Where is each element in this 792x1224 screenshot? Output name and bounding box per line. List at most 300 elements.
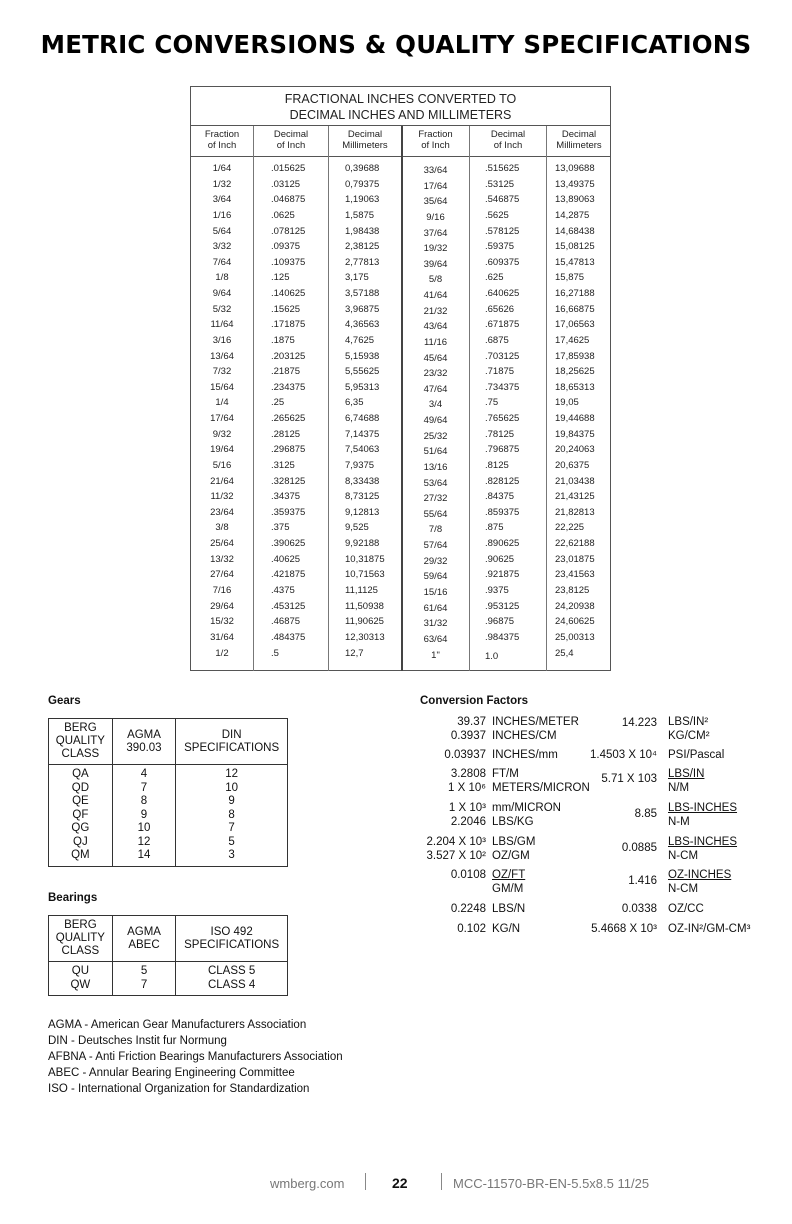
table-cell: 18,65313 [555,381,595,393]
table-cell: 7/16 [212,585,232,596]
table-cell: .171875 [271,319,306,331]
column-header-line: Decimal [490,129,526,140]
factor-unit: INCHES/mm [492,749,558,761]
table-cell: 8 [140,795,148,807]
table-cell: .046875 [271,194,306,206]
table-cell: 5 [140,965,148,977]
conversion-value [404,715,486,743]
table-cell: QG [71,822,90,834]
table-cell: 61/64 [423,602,448,614]
table-cell: 7 [140,781,148,794]
header-line: BERG [64,919,97,931]
table-cell: 11,1125 [345,585,378,596]
column-header-line: Millimeters [556,140,602,151]
table-cell: 9 [228,795,235,807]
table-cell: .8125 [485,459,509,471]
table-cell: .796875 [485,444,520,456]
header-line: CLASS [61,945,100,957]
conversion-value: 14.223 [621,717,657,729]
table-cell: .3125 [271,459,295,471]
header-line: ABEC [128,938,160,951]
table-cell: .078125 [271,225,306,237]
table-cell: 24,60625 [555,616,595,628]
table-cell: QU [71,965,89,977]
table-cell: 15,08125 [555,241,595,253]
table-cell: .453125 [271,600,306,612]
legend-item: ISO - International Organization for Standardization [48,1083,310,1095]
table-cell: .40625 [271,553,301,565]
table-cell: .75 [485,397,499,409]
table-cell: 7/64 [212,256,232,268]
table-body-cell [49,765,113,867]
table-header-cell [176,719,288,765]
conversion-value: 1.416 [628,875,657,887]
table-cell: 10 [225,781,239,794]
footer-separator [441,1173,442,1190]
table-cell: .609375 [485,256,520,268]
table-cell: 1/32 [212,178,232,190]
table-cell: .484375 [271,631,306,643]
column-header-line: Millimeters [342,140,388,151]
column-divider [546,126,547,671]
table-cell: .953125 [485,600,520,612]
table-cell: 17,4625 [555,334,590,346]
bearings-table [48,915,288,996]
conversion-unit [668,715,710,743]
table-cell: 49/64 [423,415,448,427]
table-cell: .125 [271,272,290,284]
table-cell: 7 [228,822,235,834]
table-cell: .859375 [485,506,520,518]
column-header-line: Decimal [347,129,383,140]
conversion-value: 8.85 [634,808,657,820]
header-line: AGMA [127,925,161,938]
factor-unit: INCHES/METER [492,716,579,728]
table-cell: .71875 [485,366,515,378]
table-cell: 25,00313 [555,631,595,643]
table-cell: .5625 [485,209,509,221]
conversion-value [404,902,486,916]
table-cell: .140625 [271,288,306,300]
table-cell: 5/16 [212,459,232,471]
header-line: DIN [221,728,242,741]
table-cell: 47/64 [423,383,448,395]
table-cell: .09375 [271,241,301,253]
factor-unit: N-CM [668,883,699,895]
conversion-value [404,767,486,795]
factor-unit: mm/MICRON [492,802,561,814]
table-cell: 10,71563 [345,569,385,581]
table-cell: CLASS 4 [207,978,256,991]
table-cell: 7,9375 [345,459,375,471]
column-header [470,129,546,151]
column-header [329,129,401,151]
column-header-line: Fraction [418,129,453,140]
table-cell: 43/64 [423,321,448,333]
table-cell: 2,38125 [345,241,380,253]
table-cell: 8,73125 [345,491,380,503]
table-cell: .5 [271,647,279,659]
table-cell: 3/64 [212,194,232,206]
conversion-value [404,801,486,829]
column-header [254,129,328,151]
factor-unit: INCHES/CM [492,730,557,742]
table-cell: 9/16 [426,211,445,223]
table-cell: 41/64 [423,290,448,302]
table-cell: .578125 [485,225,520,237]
factor-unit: PSI/Pascal [668,749,725,761]
table-cell: .46875 [271,616,301,628]
table-cell: .328125 [271,475,306,487]
header-line: SPECIFICATIONS [184,938,280,951]
table-body-row [49,765,288,867]
table-body-row [49,962,288,996]
table-cell: .21875 [271,366,301,378]
factor-value: 1 X 10⁶ [448,782,486,794]
factor-unit: OZ-INCHES [668,869,732,881]
table-cell: 11/16 [423,336,448,348]
table-cell: 45/64 [423,352,448,364]
table-cell: 5/8 [428,274,443,286]
table-cell: 3,96875 [345,303,380,315]
column-header [547,129,611,151]
factor-unit: LBS/IN [668,768,705,780]
table-cell: QD [71,781,89,794]
factor-unit: OZ/CC [668,903,704,915]
table-header-cell [176,916,288,962]
column-header-line: Decimal [561,129,597,140]
legend-item: AFBNA - Anti Friction Bearings Manufacturers Association [48,1051,343,1063]
table-header-cell [112,719,176,765]
fraction-table-grid [191,126,610,671]
footer-separator [365,1173,366,1190]
table-cell: .015625 [271,163,306,174]
table-cell: 25/64 [210,538,234,550]
table-cell: 9,525 [345,522,369,534]
legend-item: DIN - Deutsches Instit fur Normung [48,1035,227,1047]
table-body-cell [112,765,176,867]
table-cell: 7/32 [212,366,232,378]
table-cell: 1/8 [215,272,229,284]
table-cell: 23/64 [210,506,234,518]
table-cell: 63/64 [423,633,448,645]
header-line: QUALITY [55,932,105,944]
table-cell: 21,03438 [555,475,595,487]
table-cell: 17,85938 [555,350,595,362]
table-cell: 4 [140,768,148,780]
table-cell: 35/64 [423,196,448,208]
factor-value: 0.0108 [450,869,486,881]
table-cell: 21,43125 [555,491,595,503]
table-cell: 14,2875 [555,209,590,221]
table-cell: 5,95313 [345,381,380,393]
table-cell: 0,39688 [345,163,380,174]
table-header-row [49,719,288,765]
table-cell: 29/32 [423,555,448,567]
factor-unit: LBS-INCHES [668,802,738,814]
table-cell: 1,98438 [345,225,380,237]
fraction-table-title-line1: FRACTIONAL INCHES CONVERTED TO [284,92,517,106]
column-divider [469,126,470,671]
table-cell: 19,05 [555,397,579,409]
table-cell: QJ [73,835,88,848]
conversion-value: 0.0885 [621,842,657,854]
table-cell: .515625 [485,163,520,174]
table-cell: 1" [431,649,440,661]
factor-value: 1 X 10³ [448,802,486,814]
table-cell: 3 [228,849,235,861]
column-header-line: of Inch [421,140,450,151]
table-cell: .6875 [485,334,509,346]
table-cell: 21/64 [210,475,234,487]
table-cell: 1/16 [212,209,232,221]
conversion-unit [668,902,704,916]
table-cell: 27/64 [210,569,234,581]
fraction-conversion-table [190,86,611,671]
bearings-label: Bearings [48,892,98,904]
conversion-value: 1.4503 X 10⁴ [590,749,657,761]
table-cell: 29/64 [210,600,234,612]
table-cell: 1/64 [212,163,232,174]
table-cell: .59375 [485,241,515,253]
table-cell: 7 [140,978,148,991]
factor-unit: OZ-IN²/GM-CM³ [668,923,751,935]
table-cell: 59/64 [423,571,448,583]
header-line: ISO 492 [210,925,253,938]
table-body-cell [112,962,176,996]
table-cell: 19/32 [423,243,448,255]
page-number: 22 [392,1175,408,1191]
table-cell: 20,24063 [555,444,595,456]
table-cell: 11,50938 [345,600,384,612]
table-cell: 5,15938 [345,350,380,362]
table-cell: 31/32 [423,618,448,630]
table-cell: 19/64 [210,444,234,456]
factor-unit: OZ/GM [492,850,530,862]
table-cell: .671875 [485,319,520,331]
table-cell: .0625 [271,209,295,221]
conversion-value [404,922,486,936]
table-cell: .890625 [485,538,520,550]
table-cell: 1/2 [215,647,229,659]
table-cell: 10 [137,822,151,834]
table-cell: 17,06563 [555,319,595,331]
factor-unit: FT/M [492,768,519,780]
table-cell: 5/32 [212,303,232,315]
conversion-unit [492,748,558,762]
factor-unit: KG/N [492,923,521,935]
column-header-line: of Inch [207,140,237,151]
table-cell: .390625 [271,538,306,550]
table-cell: 18,25625 [555,366,595,378]
table-cell: 2,77813 [345,256,380,268]
table-cell: .546875 [485,194,520,206]
table-cell: 4,7625 [345,334,375,346]
table-cell: .765625 [485,413,520,425]
table-cell: 21,82813 [555,506,595,518]
table-cell: 9/64 [212,288,232,300]
table-cell: .265625 [271,413,306,425]
factor-unit: LBS/KG [492,816,534,828]
table-cell: .03125 [271,178,301,190]
table-cell: 55/64 [423,508,448,520]
conversion-unit [668,767,704,795]
table-cell: 21/32 [423,305,448,317]
table-body-cell [176,962,288,996]
legend-item: AGMA - American Gear Manufacturers Association [48,1019,307,1031]
table-cell: 19,84375 [555,428,595,440]
table-cell: .9375 [485,585,509,596]
table-cell: 15,875 [555,272,585,284]
table-cell: 16,27188 [555,288,595,300]
table-cell: 14,68438 [555,225,595,237]
conversion-unit [668,835,737,863]
fraction-table-title-line2: DECIMAL INCHES AND MILLIMETERS [289,108,512,122]
table-cell: 7/8 [428,524,443,536]
header-line: CLASS [61,748,100,760]
fraction-table-title [191,87,610,126]
table-cell: 8,33438 [345,475,380,487]
table-cell: QF [72,808,89,821]
table-cell: .359375 [271,506,306,518]
table-cell: 5,55625 [345,366,380,378]
factor-value: 39.37 [457,716,486,728]
table-cell: 15/32 [210,616,234,628]
legend-item: ABEC - Annular Bearing Engineering Committee [48,1067,295,1079]
column-header-line: of Inch [276,140,306,151]
header-line: AGMA [127,728,161,741]
conversion-value [404,748,486,762]
page-title: METRIC CONVERSIONS & QUALITY SPECIFICATIONS [40,30,752,59]
table-cell: 13,89063 [555,194,595,206]
conversion-unit [492,902,525,916]
table-cell: 25/32 [423,430,448,442]
table-cell: 15/64 [210,381,234,393]
table-cell: 37/64 [423,227,448,239]
table-cell: 51/64 [423,446,448,458]
table-cell: 27/32 [423,493,448,505]
table-cell: .203125 [271,350,306,362]
conversion-unit [492,922,520,936]
table-header-row [49,916,288,962]
conversion-value: 0.0338 [621,903,657,915]
table-cell: .53125 [485,178,515,190]
factor-value: 0.102 [457,923,486,935]
table-cell: 9,12813 [345,506,380,518]
conversion-unit [668,922,750,936]
table-cell: 12 [225,768,239,780]
table-cell: 12,7 [345,647,364,659]
table-cell: 0,79375 [345,178,380,190]
table-cell: .640625 [485,288,520,300]
column-header [402,129,469,151]
table-cell: 17/64 [210,413,234,425]
header-line: BERG [64,722,97,734]
table-cell: 19,44688 [555,413,595,425]
header-line: 390.03 [126,741,162,754]
table-cell: 23,41563 [555,569,595,581]
table-body-cell [49,962,113,996]
table-cell: 9 [140,808,148,821]
table-cell: 13/16 [423,461,448,473]
column-divider [328,126,329,671]
table-cell: .1875 [271,334,295,346]
conversion-unit [492,801,561,829]
factor-value: 3.527 X 10² [426,850,486,862]
table-cell: .703125 [485,350,520,362]
table-cell: 16,66875 [555,303,595,315]
table-cell: .828125 [485,475,520,487]
table-cell: .25 [271,397,285,409]
table-cell: 13/32 [210,553,234,565]
table-cell: CLASS 5 [207,965,256,977]
table-cell: 5/64 [212,225,232,237]
factor-value: 0.2248 [450,903,486,915]
table-cell: .28125 [271,428,301,440]
abbreviation-legend [48,1017,343,1097]
table-header-cell [49,916,113,962]
table-cell: 1,19063 [345,194,380,206]
table-cell: QA [72,768,89,780]
column-header-line: Decimal [273,129,309,140]
conversion-unit [668,748,724,762]
conversion-value [404,835,486,863]
table-cell: .234375 [271,381,306,393]
table-cell: 15,47813 [555,256,595,268]
table-cell: .65626 [485,303,515,315]
table-cell: 53/64 [423,477,448,489]
table-cell: 22,62188 [555,538,595,550]
conversion-value [404,868,486,882]
table-cell: 6,35 [345,397,364,409]
factor-unit: METERS/MICRON [492,782,590,794]
table-cell: 14 [137,849,151,861]
conversion-unit [668,868,731,896]
factor-unit: N-CM [668,850,699,862]
conversion-unit [668,801,737,829]
table-cell: 7,14375 [345,428,380,440]
factor-value: 0.03937 [444,749,486,761]
table-cell: .875 [485,522,504,534]
table-cell: 8 [228,808,235,821]
table-cell: 39/64 [423,258,448,270]
table-cell: QM [71,849,90,861]
gears-label: Gears [48,695,81,707]
table-cell: 1,5875 [345,209,375,221]
table-cell: 9,92188 [345,538,380,550]
table-cell: 25,4 [555,647,574,659]
table-cell: 3/4 [428,399,443,411]
table-cell: QW [70,978,91,991]
table-cell: 23,01875 [555,553,595,565]
conversion-unit [492,868,525,896]
table-cell: 7,54063 [345,444,380,456]
table-cell: 5 [228,835,235,848]
table-cell: 22,225 [555,522,585,534]
factor-unit: LBS/IN² [668,716,709,728]
table-cell: 31/64 [210,631,234,643]
table-cell: 3/32 [212,241,232,253]
table-cell: 4,36563 [345,319,380,331]
footer-website: wmberg.com [270,1176,345,1191]
column-header-line: of Inch [493,140,523,151]
table-cell: 1/4 [215,397,229,409]
table-cell: 13,09688 [555,163,595,174]
table-cell: 3,175 [345,272,369,284]
table-cell: .90625 [485,553,515,565]
table-cell: 3/16 [212,334,232,346]
table-cell: .375 [271,522,290,534]
